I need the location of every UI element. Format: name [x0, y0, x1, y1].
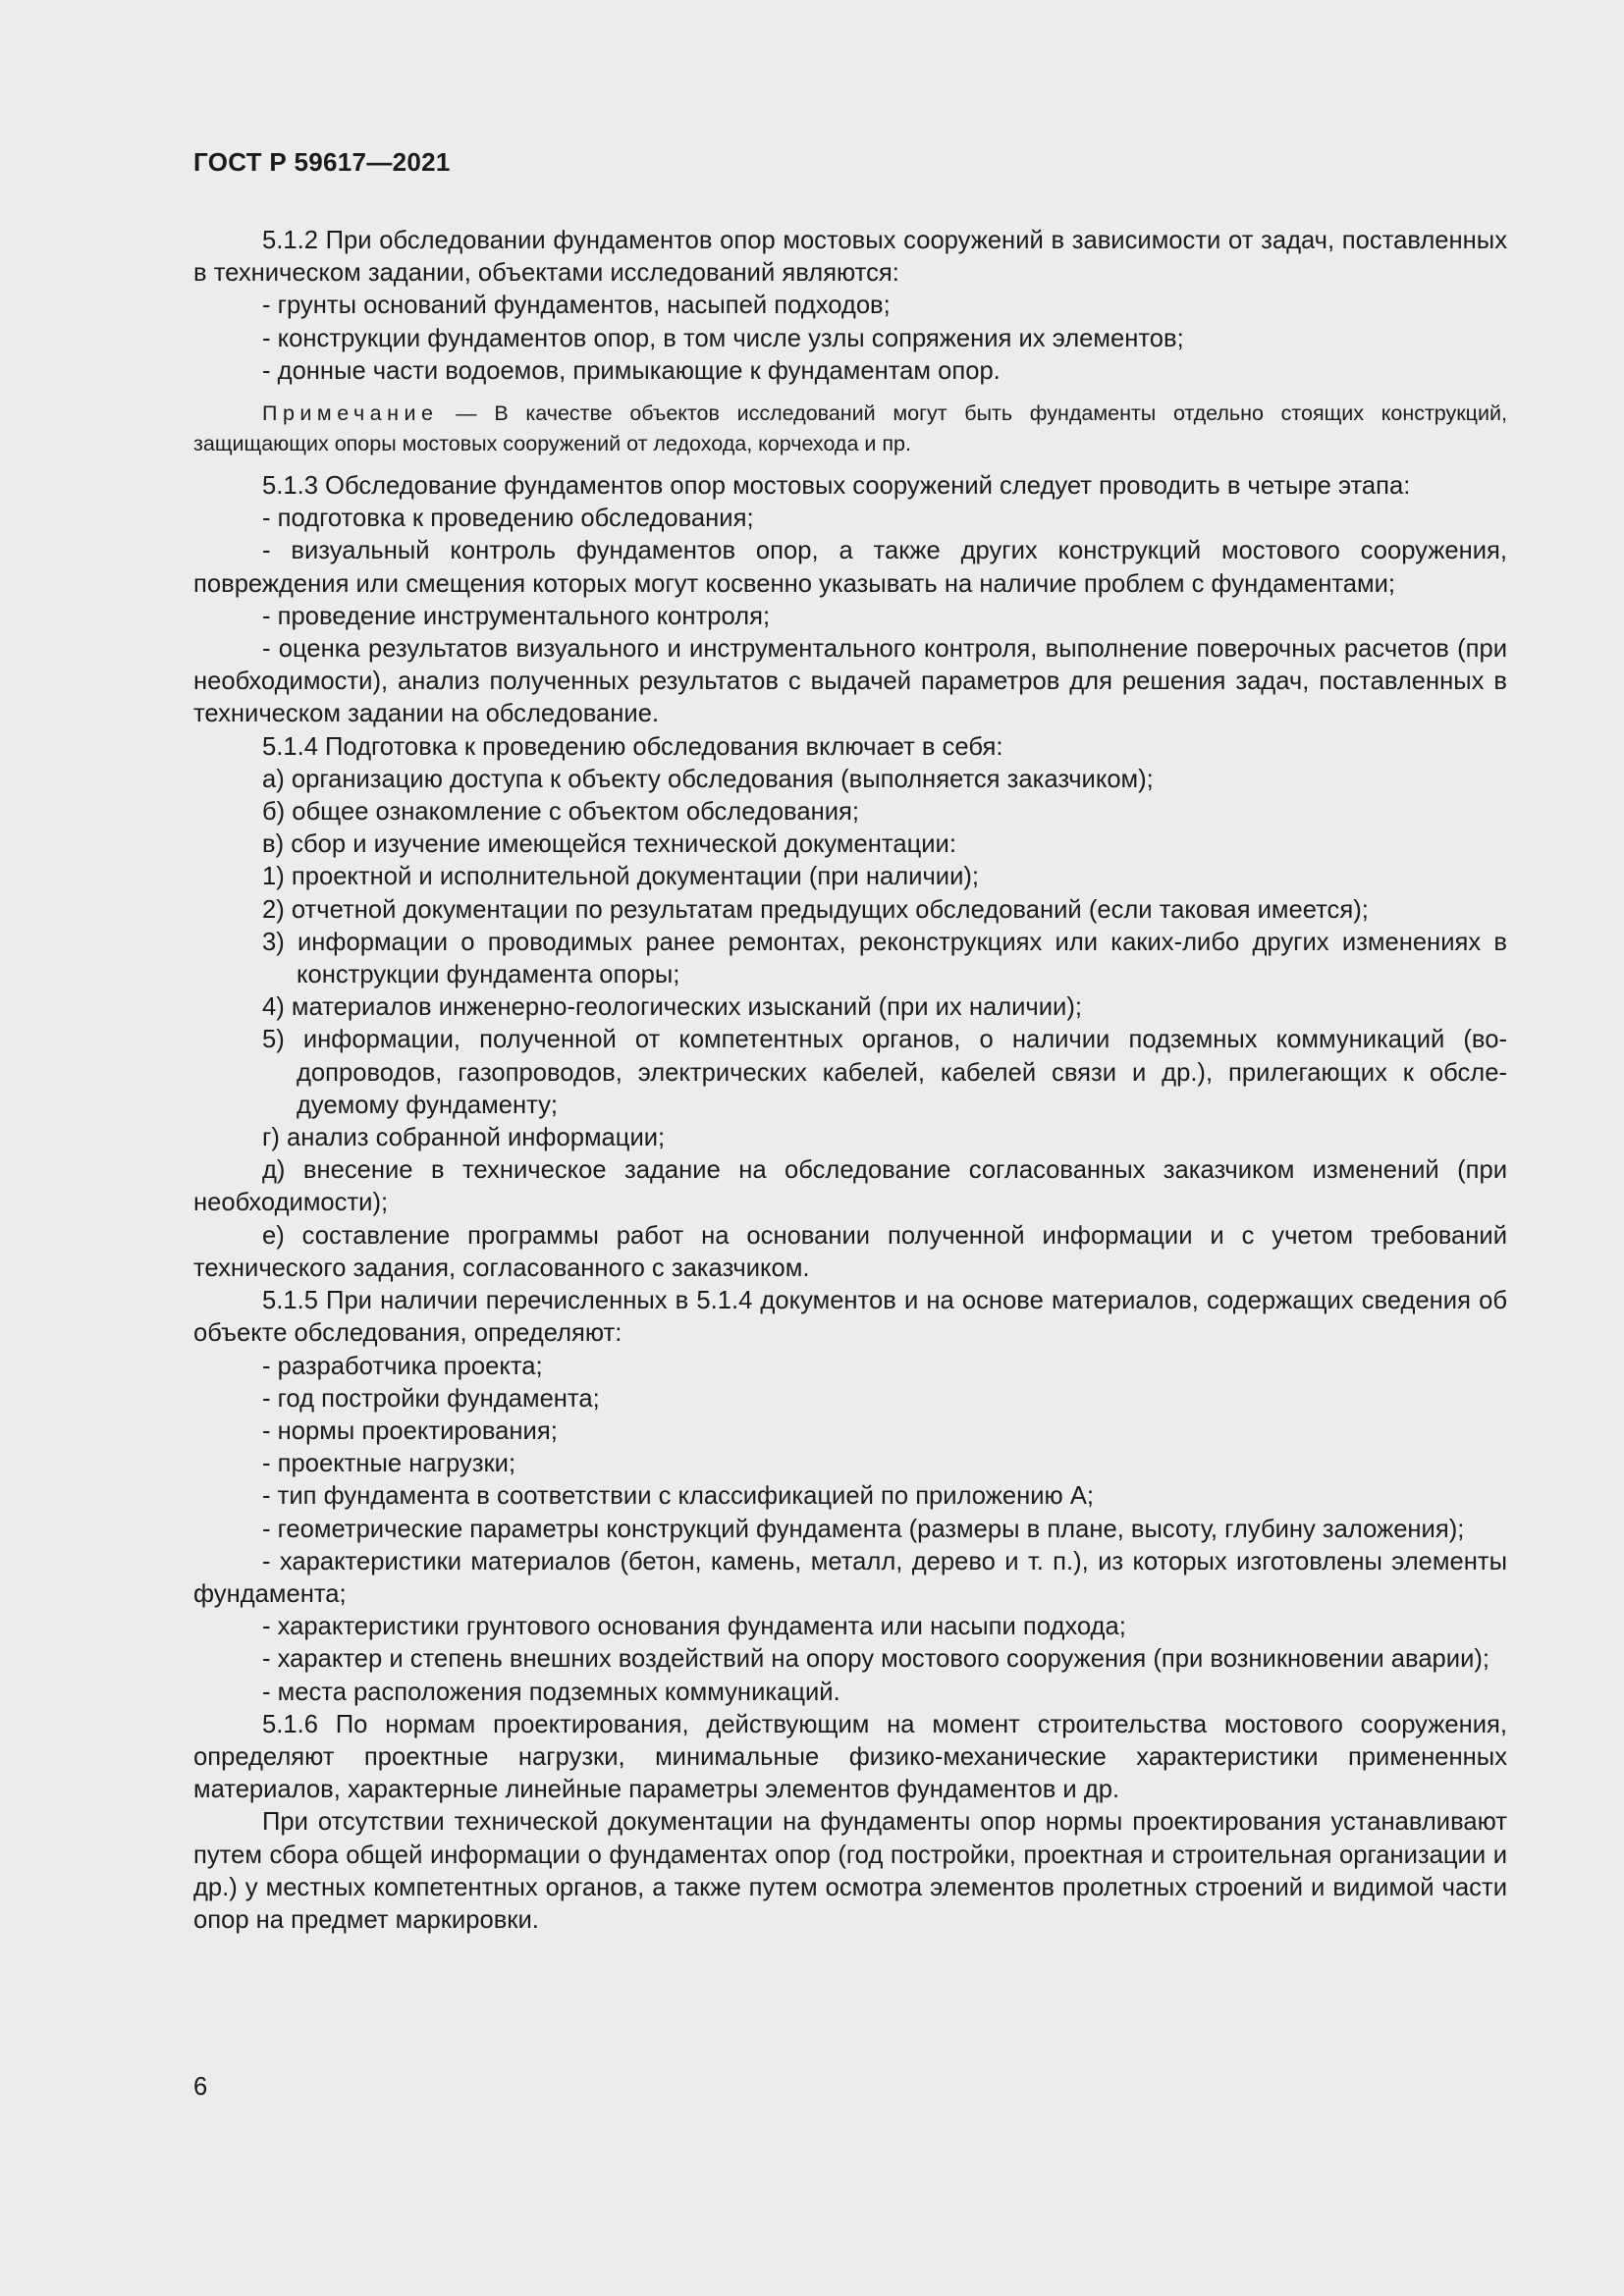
- list-item: - разработчика проекта;: [262, 1352, 543, 1380]
- note-text: — В качестве объектов исследований могут быть фундаменты отдельно стоящих конструкций, защищающих опоры мостовых сооружений от ледохода, корчехода и пр.: [193, 401, 1507, 456]
- list-item: а) организацию доступа к объекту обследования (выполняется заказчиком);: [262, 765, 1154, 793]
- list-item: - визуальный контроль фундаментов опор, а также других конструкций мостового сооружения, повреждения или смещения которых могут косвенно указывать на наличие проблем с фундаментами;: [193, 537, 1507, 598]
- paragraph: 5.1.6 По нормам проектирования, действующим на момент строительства мостового сооружения, определяют проектные нагрузки, минимальные физико-механические характеристики примененных материалов, характерные линейные параметры элементов фундаментов и др.: [193, 1710, 1507, 1804]
- sub-list-item: 2) отчетной документации по результатам предыдущих обследований (если таковая имеется);: [262, 895, 1369, 924]
- list-item: - грунты оснований фундаментов, насыпей подходов;: [262, 292, 891, 320]
- list-item: - оценка результатов визуального и инструментального контроля, выполнение поверочных расчетов (при необходимости), анализ полученных результатов с выдачей параметров для решения задач, поставленных в техническом задании на обследование.: [193, 635, 1507, 728]
- sub-list-item: 5) информации, полученной от компетентных органов, о наличии подземных коммуникаций (водопроводов, газопроводов, электрических кабелей, кабелей связи и др.), прилегающих к обследуемому фундаменту;: [262, 1026, 1507, 1119]
- paragraph: 5.1.5 При наличии перечисленных в 5.1.4 документов и на основе материалов, содержащих сведения об объекте обследования, определяют:: [193, 1287, 1507, 1348]
- list-item: г) анализ собранной информации;: [262, 1124, 666, 1152]
- list-item: - проектные нагрузки;: [262, 1450, 516, 1478]
- list-item: - конструкции фундаментов опор, в том числе узлы сопряжения их элементов;: [262, 324, 1184, 352]
- note-label: Примечание: [262, 401, 439, 426]
- list-item: - нормы проектирования;: [262, 1416, 558, 1445]
- paragraph: 5.1.3 Обследование фундаментов опор мостовых сооружений следует проводить в четыре этапа:: [262, 472, 1411, 501]
- list-item: - места расположения подземных коммуникаций.: [262, 1678, 840, 1706]
- list-item: д) внесение в техническое задание на обследование согласованных заказчиком изменений (при необходимости);: [193, 1156, 1507, 1217]
- paragraph: 5.1.2 При обследовании фундаментов опор мостовых сооружений в зависимости от задач, поставленных в техническом задании, объектами исследований являются:: [193, 227, 1507, 288]
- document-body: [193, 225, 1507, 1937]
- list-item: - проведение инструментального контроля;: [262, 602, 771, 630]
- sub-list-item: 1) проектной и исполнительной документации (при наличии);: [262, 863, 980, 891]
- sub-list-item: 3) информации о проводимых ранее ремонтах, реконструкциях или каких-либо других изменениях в конструкции фундамента опоры;: [262, 928, 1507, 989]
- list-item: - характеристики материалов (бетон, камень, металл, дерево и т. п.), из которых изготовлены элементы фундамента;: [193, 1547, 1507, 1608]
- sub-list-item: 4) материалов инженерно-геологических изысканий (при их наличии);: [262, 993, 1082, 1022]
- list-item: - год постройки фундамента;: [262, 1384, 600, 1413]
- page-number: 6: [193, 2073, 208, 2101]
- list-item: - подготовка к проведению обследования;: [262, 505, 754, 533]
- list-item: - геометрические параметры конструкций фундамента (размеры в плане, высоту, глубину заложения);: [262, 1515, 1465, 1543]
- list-item: - донные части водоемов, примыкающие к фундаментам опор.: [262, 356, 1001, 385]
- paragraph: При отсутствии технической документации на фундаменты опор нормы проектирования устанавливают путем сбора общей информации о фундаментах опор (год постройки, проектная и строительная организации и др.) у местных компетентных органов, а также путем осмотра элементов пролетных строений и видимой части опор на предмет маркировки.: [193, 1808, 1507, 1934]
- list-item: б) общее ознакомление с объектом обследования;: [262, 798, 860, 827]
- list-item: е) составление программы работ на основании полученной информации и с учетом требований технического задания, согласованного с заказчиком.: [193, 1221, 1507, 1282]
- list-item: - тип фундамента в соответствии с классификацией по приложению А;: [262, 1482, 1095, 1511]
- paragraph: 5.1.4 Подготовка к проведению обследования включает в себя:: [262, 732, 1003, 761]
- note: [193, 399, 1507, 459]
- list-item: - характер и степень внешних воздействий на опору мостового сооружения (при возникновении аварии);: [262, 1645, 1490, 1674]
- list-item: в) сбор и изучение имеющейся технической документации:: [262, 830, 956, 859]
- document-header: ГОСТ Р 59617—2021: [193, 147, 451, 177]
- list-item: - характеристики грунтового основания фундамента или насыпи подхода;: [262, 1613, 1126, 1641]
